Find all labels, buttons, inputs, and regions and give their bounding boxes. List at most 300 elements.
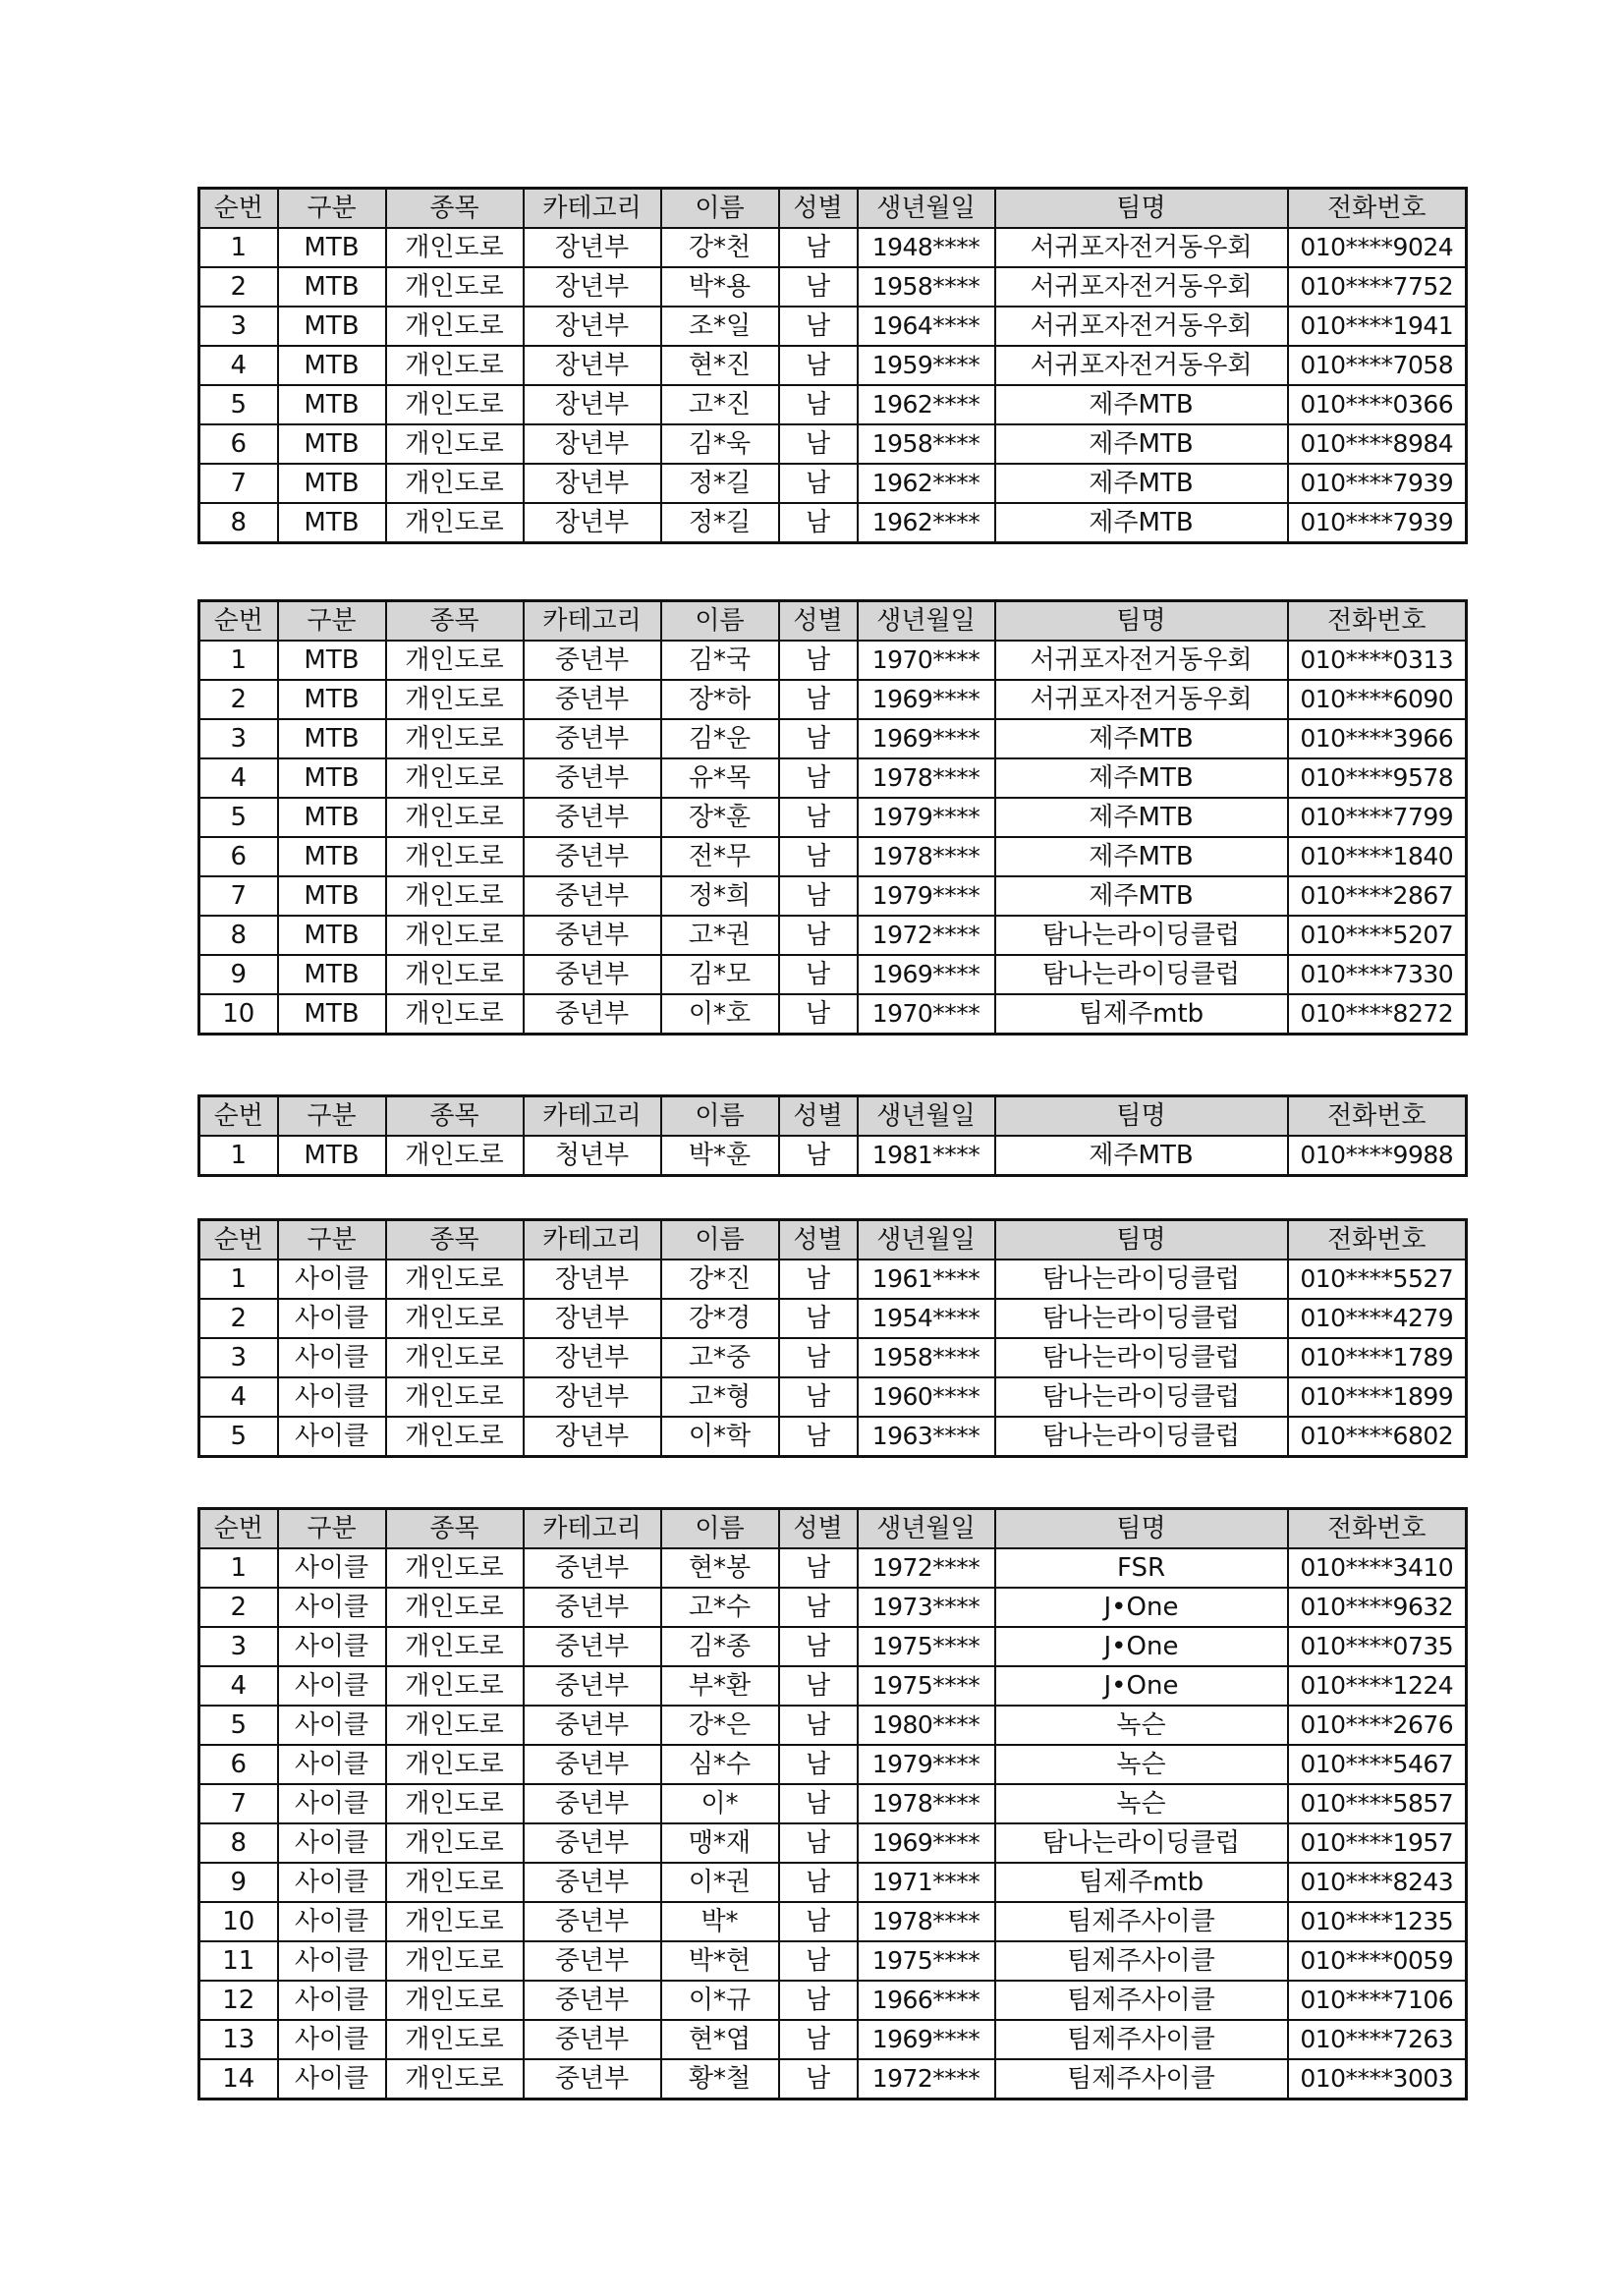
cell-name: 박*용 [661,267,779,307]
cell-team: 제주MTB [995,837,1288,876]
table-row [199,503,1467,543]
cell-gender: 남 [779,228,858,267]
table-row [199,2059,1467,2100]
cell-phone: 010****5527 [1288,1260,1467,1299]
cell-category: 장년부 [524,1377,661,1417]
cell-event: 개인도로 [386,385,524,424]
table-row [199,837,1467,876]
cell-phone: 010****4279 [1288,1299,1467,1338]
cell-seq: 2 [199,680,278,719]
cell-team: J•One [995,1627,1288,1666]
table-row [199,424,1467,464]
cell-phone: 010****7106 [1288,1981,1467,2020]
cell-category: 중년부 [524,994,661,1035]
cell-team: 녹슨 [995,1745,1288,1784]
column-header-seq: 순번 [199,189,278,229]
cell-team: 녹슨 [995,1784,1288,1823]
table-header-row [199,1220,1467,1260]
table-row [199,1136,1467,1176]
cell-team: 팀제주사이클 [995,1941,1288,1981]
column-header-birth: 생년월일 [858,601,995,642]
cell-category: 장년부 [524,1260,661,1299]
cell-name: 강*은 [661,1706,779,1745]
cell-gender: 남 [779,719,858,758]
cell-seq: 6 [199,837,278,876]
cell-category: 중년부 [524,2020,661,2059]
cell-birth: 1964**** [858,307,995,346]
cell-name: 심*수 [661,1745,779,1784]
cell-seq: 7 [199,464,278,503]
cell-category: 중년부 [524,1863,661,1902]
cell-event: 개인도로 [386,1338,524,1377]
column-header-phone: 전화번호 [1288,1509,1467,1549]
cell-phone: 010****1899 [1288,1377,1467,1417]
cell-seq: 5 [199,385,278,424]
cell-birth: 1962**** [858,385,995,424]
cell-name: 고*형 [661,1377,779,1417]
table-header-row [199,601,1467,642]
cell-phone: 010****1957 [1288,1823,1467,1863]
cell-division: MTB [278,994,386,1035]
cell-seq: 9 [199,955,278,994]
cell-gender: 남 [779,1417,858,1457]
cell-team: 제주MTB [995,876,1288,916]
entry-table [197,1507,1468,2100]
cell-phone: 010****1840 [1288,837,1467,876]
cell-name: 고*중 [661,1338,779,1377]
cell-event: 개인도로 [386,1548,524,1588]
table-row [199,1981,1467,2020]
table-row [199,680,1467,719]
table-row [199,385,1467,424]
cell-division: MTB [278,876,386,916]
cell-birth: 1970**** [858,641,995,680]
table-row [199,1417,1467,1457]
column-header-name: 이름 [661,1509,779,1549]
table-row [199,916,1467,955]
table-row [199,1377,1467,1417]
cell-seq: 7 [199,876,278,916]
cell-gender: 남 [779,1784,858,1823]
cell-phone: 010****7939 [1288,503,1467,543]
cell-gender: 남 [779,837,858,876]
table-row [199,2020,1467,2059]
column-header-birth: 생년월일 [858,1220,995,1260]
cell-division: 사이클 [278,1706,386,1745]
column-header-category: 카테고리 [524,601,661,642]
cell-category: 중년부 [524,1706,661,1745]
cell-category: 중년부 [524,680,661,719]
cell-category: 중년부 [524,1784,661,1823]
cell-phone: 010****7799 [1288,798,1467,837]
cell-name: 부*환 [661,1666,779,1706]
column-header-name: 이름 [661,601,779,642]
cell-birth: 1975**** [858,1666,995,1706]
cell-division: 사이클 [278,1417,386,1457]
cell-category: 장년부 [524,267,661,307]
cell-event: 개인도로 [386,1706,524,1745]
cell-division: MTB [278,346,386,385]
cell-event: 개인도로 [386,1627,524,1666]
table-row [199,955,1467,994]
cell-category: 청년부 [524,1136,661,1176]
cell-gender: 남 [779,876,858,916]
column-header-gender: 성별 [779,601,858,642]
cell-category: 장년부 [524,464,661,503]
cell-seq: 3 [199,1627,278,1666]
column-header-division: 구분 [278,1220,386,1260]
cell-event: 개인도로 [386,1136,524,1176]
cell-birth: 1979**** [858,1745,995,1784]
cell-gender: 남 [779,1377,858,1417]
cell-name: 고*진 [661,385,779,424]
cell-phone: 010****3966 [1288,719,1467,758]
cell-category: 중년부 [524,1627,661,1666]
cell-gender: 남 [779,1548,858,1588]
cell-seq: 4 [199,758,278,798]
cell-birth: 1963**** [858,1417,995,1457]
cell-birth: 1958**** [858,1338,995,1377]
entry-table [197,187,1468,544]
cell-birth: 1948**** [858,228,995,267]
cell-birth: 1958**** [858,424,995,464]
column-header-seq: 순번 [199,601,278,642]
cell-division: 사이클 [278,1260,386,1299]
cell-category: 장년부 [524,424,661,464]
cell-event: 개인도로 [386,267,524,307]
cell-event: 개인도로 [386,798,524,837]
cell-gender: 남 [779,641,858,680]
cell-name: 고*수 [661,1588,779,1627]
column-header-seq: 순번 [199,1220,278,1260]
cell-name: 박*훈 [661,1136,779,1176]
cell-category: 장년부 [524,346,661,385]
cell-birth: 1971**** [858,1863,995,1902]
cell-phone: 010****7752 [1288,267,1467,307]
cell-event: 개인도로 [386,503,524,543]
cell-seq: 8 [199,503,278,543]
table-header-row [199,1509,1467,1549]
cell-event: 개인도로 [386,916,524,955]
column-header-seq: 순번 [199,1509,278,1549]
cell-category: 중년부 [524,1902,661,1941]
cell-team: 탐나는라이딩클럽 [995,1377,1288,1417]
cell-name: 이*규 [661,1981,779,2020]
cell-gender: 남 [779,307,858,346]
cell-team: 서귀포자전거동우회 [995,307,1288,346]
cell-division: MTB [278,758,386,798]
cell-division: MTB [278,680,386,719]
table-row [199,1260,1467,1299]
cell-birth: 1980**** [858,1706,995,1745]
cell-category: 장년부 [524,307,661,346]
table-row [199,307,1467,346]
column-header-phone: 전화번호 [1288,1220,1467,1260]
cell-name: 박* [661,1902,779,1941]
cell-team: 제주MTB [995,719,1288,758]
cell-seq: 2 [199,1588,278,1627]
cell-team: 탐나는라이딩클럽 [995,1823,1288,1863]
column-header-birth: 생년월일 [858,189,995,229]
cell-category: 장년부 [524,1338,661,1377]
cell-event: 개인도로 [386,2059,524,2100]
cell-division: 사이클 [278,1863,386,1902]
cell-phone: 010****8984 [1288,424,1467,464]
cell-seq: 3 [199,307,278,346]
cell-name: 이*학 [661,1417,779,1457]
cell-category: 중년부 [524,2059,661,2100]
cell-birth: 1978**** [858,837,995,876]
cell-seq: 10 [199,1902,278,1941]
column-header-team: 팀명 [995,1096,1288,1137]
cell-name: 김*욱 [661,424,779,464]
cell-event: 개인도로 [386,1588,524,1627]
cell-team: 서귀포자전거동우회 [995,641,1288,680]
cell-gender: 남 [779,503,858,543]
cell-event: 개인도로 [386,1299,524,1338]
cell-category: 중년부 [524,916,661,955]
cell-division: 사이클 [278,1784,386,1823]
cell-name: 고*권 [661,916,779,955]
table-row [199,758,1467,798]
cell-event: 개인도로 [386,424,524,464]
cell-event: 개인도로 [386,1902,524,1941]
table-header-row [199,189,1467,229]
cell-team: 탐나는라이딩클럽 [995,955,1288,994]
column-header-event: 종목 [386,1096,524,1137]
cell-phone: 010****9988 [1288,1136,1467,1176]
cell-division: MTB [278,719,386,758]
column-header-gender: 성별 [779,189,858,229]
cell-birth: 1958**** [858,267,995,307]
cell-team: 제주MTB [995,464,1288,503]
cell-gender: 남 [779,1627,858,1666]
cell-phone: 010****7939 [1288,464,1467,503]
cell-division: 사이클 [278,2059,386,2100]
column-header-gender: 성별 [779,1509,858,1549]
column-header-event: 종목 [386,601,524,642]
column-header-division: 구분 [278,1096,386,1137]
cell-name: 강*경 [661,1299,779,1338]
cell-team: 팀제주mtb [995,1863,1288,1902]
cell-birth: 1975**** [858,1941,995,1981]
cell-phone: 010****8272 [1288,994,1467,1035]
cell-birth: 1978**** [858,758,995,798]
cell-phone: 010****9578 [1288,758,1467,798]
cell-event: 개인도로 [386,719,524,758]
cell-name: 맹*재 [661,1823,779,1863]
cell-team: 제주MTB [995,385,1288,424]
cell-category: 중년부 [524,1745,661,1784]
cell-phone: 010****0059 [1288,1941,1467,1981]
table-header-row [199,1096,1467,1137]
cell-birth: 1978**** [858,1902,995,1941]
column-header-division: 구분 [278,601,386,642]
table-row [199,798,1467,837]
cell-division: 사이클 [278,2020,386,2059]
cell-category: 중년부 [524,1548,661,1588]
table-row [199,1902,1467,1941]
table-row [199,1863,1467,1902]
cell-event: 개인도로 [386,307,524,346]
cell-category: 장년부 [524,1299,661,1338]
table-row [199,228,1467,267]
cell-event: 개인도로 [386,1941,524,1981]
cell-division: 사이클 [278,1902,386,1941]
cell-seq: 3 [199,1338,278,1377]
cell-name: 김*운 [661,719,779,758]
cell-seq: 1 [199,1548,278,1588]
cell-gender: 남 [779,1745,858,1784]
cell-event: 개인도로 [386,641,524,680]
cell-phone: 010****7058 [1288,346,1467,385]
table-row [199,1588,1467,1627]
column-header-phone: 전화번호 [1288,189,1467,229]
cell-division: MTB [278,1136,386,1176]
cell-event: 개인도로 [386,955,524,994]
cell-seq: 1 [199,228,278,267]
cell-category: 장년부 [524,503,661,543]
cell-name: 김*모 [661,955,779,994]
cell-birth: 1954**** [858,1299,995,1338]
cell-name: 강*천 [661,228,779,267]
cell-seq: 14 [199,2059,278,2100]
cell-birth: 1966**** [858,1981,995,2020]
cell-gender: 남 [779,1299,858,1338]
cell-event: 개인도로 [386,1666,524,1706]
cell-gender: 남 [779,385,858,424]
cell-team: 서귀포자전거동우회 [995,228,1288,267]
cell-division: 사이클 [278,1823,386,1863]
cell-division: 사이클 [278,1666,386,1706]
cell-name: 현*진 [661,346,779,385]
cell-birth: 1978**** [858,1784,995,1823]
column-header-gender: 성별 [779,1096,858,1137]
column-header-team: 팀명 [995,601,1288,642]
cell-event: 개인도로 [386,1823,524,1863]
cell-phone: 010****9632 [1288,1588,1467,1627]
cell-event: 개인도로 [386,1863,524,1902]
cell-gender: 남 [779,424,858,464]
cell-category: 장년부 [524,228,661,267]
column-header-name: 이름 [661,189,779,229]
cell-gender: 남 [779,2059,858,2100]
table-row [199,719,1467,758]
cell-birth: 1969**** [858,1823,995,1863]
cell-name: 현*봉 [661,1548,779,1588]
cell-name: 현*엽 [661,2020,779,2059]
cell-name: 정*희 [661,876,779,916]
cell-phone: 010****5207 [1288,916,1467,955]
cell-team: 팀제주사이클 [995,2059,1288,2100]
cell-seq: 1 [199,641,278,680]
cell-team: 탐나는라이딩클럽 [995,916,1288,955]
cell-gender: 남 [779,1338,858,1377]
cell-phone: 010****5857 [1288,1784,1467,1823]
cell-seq: 1 [199,1136,278,1176]
table-row [199,346,1467,385]
cell-phone: 010****6802 [1288,1417,1467,1457]
cell-birth: 1969**** [858,2020,995,2059]
cell-category: 중년부 [524,1823,661,1863]
cell-team: 팀제주사이클 [995,2020,1288,2059]
cell-phone: 010****3003 [1288,2059,1467,2100]
cell-team: 팀제주사이클 [995,1902,1288,1941]
cell-birth: 1962**** [858,464,995,503]
table-row [199,1823,1467,1863]
cell-gender: 남 [779,1863,858,1902]
cell-event: 개인도로 [386,1981,524,2020]
column-header-birth: 생년월일 [858,1509,995,1549]
cell-event: 개인도로 [386,758,524,798]
cell-event: 개인도로 [386,994,524,1035]
table-row [199,464,1467,503]
cell-team: 제주MTB [995,503,1288,543]
cell-phone: 010****0366 [1288,385,1467,424]
cell-birth: 1970**** [858,994,995,1035]
cell-name: 장*하 [661,680,779,719]
column-header-category: 카테고리 [524,1509,661,1549]
cell-gender: 남 [779,1823,858,1863]
cell-category: 장년부 [524,385,661,424]
cell-name: 장*훈 [661,798,779,837]
column-header-division: 구분 [278,1509,386,1549]
cell-gender: 남 [779,267,858,307]
cell-birth: 1969**** [858,680,995,719]
table-row [199,1706,1467,1745]
column-header-division: 구분 [278,189,386,229]
cell-birth: 1973**** [858,1588,995,1627]
entry-table [197,1094,1468,1177]
cell-birth: 1972**** [858,916,995,955]
cell-phone: 010****5467 [1288,1745,1467,1784]
cell-birth: 1969**** [858,719,995,758]
cell-division: MTB [278,267,386,307]
cell-seq: 4 [199,1666,278,1706]
cell-seq: 8 [199,1823,278,1863]
cell-division: MTB [278,503,386,543]
cell-phone: 010****1789 [1288,1338,1467,1377]
cell-birth: 1972**** [858,1548,995,1588]
cell-event: 개인도로 [386,1745,524,1784]
cell-seq: 7 [199,1784,278,1823]
table-row [199,1784,1467,1823]
cell-division: MTB [278,798,386,837]
cell-division: MTB [278,641,386,680]
cell-division: 사이클 [278,1548,386,1588]
cell-gender: 남 [779,1666,858,1706]
cell-name: 김*국 [661,641,779,680]
cell-team: 탐나는라이딩클럽 [995,1260,1288,1299]
cell-gender: 남 [779,464,858,503]
cell-phone: 010****1941 [1288,307,1467,346]
cell-category: 장년부 [524,1417,661,1457]
cell-division: MTB [278,424,386,464]
column-header-category: 카테고리 [524,189,661,229]
column-header-team: 팀명 [995,1220,1288,1260]
cell-team: 제주MTB [995,1136,1288,1176]
cell-division: MTB [278,955,386,994]
cell-division: 사이클 [278,1299,386,1338]
cell-seq: 2 [199,267,278,307]
cell-birth: 1961**** [858,1260,995,1299]
cell-gender: 남 [779,1588,858,1627]
cell-event: 개인도로 [386,837,524,876]
column-header-event: 종목 [386,189,524,229]
cell-gender: 남 [779,994,858,1035]
cell-event: 개인도로 [386,2020,524,2059]
cell-category: 중년부 [524,641,661,680]
